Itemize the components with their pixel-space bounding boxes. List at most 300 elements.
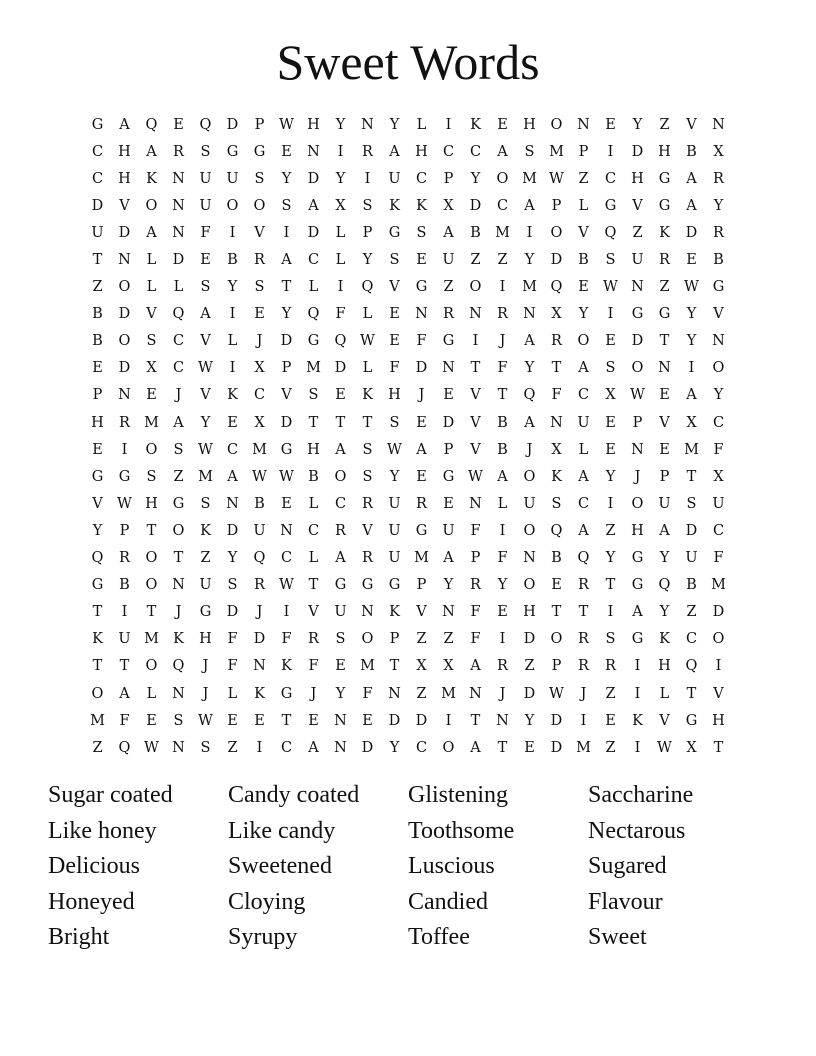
grid-letter: L (659, 685, 670, 702)
grid-letter: U (631, 252, 644, 269)
grid-letter: P (119, 522, 130, 539)
grid-letter: Y (281, 306, 292, 323)
grid-letter: R (605, 658, 616, 675)
grid-letter: L (227, 685, 238, 702)
grid-letter: O (712, 360, 725, 377)
grid-letter: V (713, 685, 724, 702)
grid-letter: T (173, 550, 184, 567)
grid-letter: C (307, 252, 320, 269)
grid-letter: E (605, 333, 616, 350)
grid-letter: A (686, 170, 697, 187)
grid-letter: C (91, 170, 104, 187)
grid-letter: R (335, 522, 346, 539)
grid-letter: I (607, 306, 614, 323)
grid-letter: T (281, 712, 292, 729)
grid-letter: C (442, 143, 455, 160)
grid-letter: L (146, 279, 157, 296)
grid-letter: D (361, 739, 374, 756)
grid-letter: D (226, 604, 239, 621)
grid-letter: S (686, 495, 697, 512)
grid-letter: G (658, 306, 671, 323)
grid-row (84, 219, 732, 246)
grid-letter: I (337, 279, 344, 296)
grid-letter: J (499, 685, 506, 702)
grid-letter: H (388, 387, 401, 404)
grid-letter: W (468, 468, 483, 485)
grid-letter: W (603, 279, 618, 296)
grid-letter: A (578, 360, 589, 377)
grid-letter: R (578, 577, 589, 594)
grid-letter: S (389, 414, 400, 431)
letter-grid (84, 111, 732, 761)
word-list-item: Syrupy (228, 924, 298, 951)
grid-letter: I (337, 143, 344, 160)
grid-letter: Y (470, 170, 481, 187)
grid-letter: O (550, 224, 563, 241)
grid-letter: D (253, 631, 266, 648)
grid-letter: S (200, 143, 211, 160)
grid-letter: A (443, 224, 454, 241)
grid-letter: J (499, 333, 506, 350)
grid-letter: E (443, 387, 454, 404)
grid-letter: K (200, 522, 211, 539)
grid-letter: C (496, 197, 509, 214)
grid-letter: A (659, 522, 670, 539)
grid-row (84, 409, 732, 436)
grid-letter: P (551, 197, 562, 214)
grid-letter: Z (524, 658, 535, 675)
grid-letter: I (499, 631, 506, 648)
grid-letter: O (118, 333, 131, 350)
grid-letter: N (523, 550, 536, 567)
grid-letter: D (415, 712, 428, 729)
grid-letter: E (605, 116, 616, 133)
grid-letter: L (578, 197, 589, 214)
grid-letter: H (658, 658, 671, 675)
grid-letter: T (470, 360, 481, 377)
grid-letter: C (685, 631, 698, 648)
grid-letter: N (469, 306, 482, 323)
grid-letter: O (361, 631, 374, 648)
grid-letter: W (198, 360, 213, 377)
grid-letter: N (442, 360, 455, 377)
grid-letter: N (388, 685, 401, 702)
grid-letter: S (200, 279, 211, 296)
grid-letter: O (442, 739, 455, 756)
grid-letter: W (279, 116, 294, 133)
grid-letter: T (659, 333, 670, 350)
grid-letter: A (146, 143, 157, 160)
grid-letter: V (389, 279, 400, 296)
grid-letter: N (280, 522, 293, 539)
grid-letter: Y (659, 604, 670, 621)
grid-letter: A (308, 197, 319, 214)
grid-letter: V (200, 387, 211, 404)
grid-letter: G (280, 441, 293, 458)
grid-letter: Y (524, 712, 535, 729)
grid-letter: E (335, 658, 346, 675)
grid-letter: H (145, 495, 158, 512)
grid-letter: S (281, 197, 292, 214)
grid-letter: I (607, 604, 614, 621)
grid-letter: G (415, 522, 428, 539)
grid-letter: E (254, 712, 265, 729)
grid-letter: A (335, 550, 346, 567)
word-list (48, 778, 768, 956)
grid-letter: G (604, 197, 617, 214)
grid-letter: T (146, 604, 157, 621)
grid-letter: Z (470, 252, 481, 269)
grid-row (84, 192, 732, 219)
grid-letter: D (118, 224, 131, 241)
grid-letter: G (280, 685, 293, 702)
grid-letter: G (361, 577, 374, 594)
grid-letter: Y (389, 468, 400, 485)
grid-letter: O (145, 441, 158, 458)
grid-letter: T (281, 279, 292, 296)
grid-letter: L (308, 495, 319, 512)
grid-letter: W (279, 468, 294, 485)
grid-letter: X (146, 360, 157, 377)
grid-letter: B (254, 495, 265, 512)
grid-letter: R (578, 658, 589, 675)
grid-letter: E (416, 252, 427, 269)
grid-letter: U (388, 495, 401, 512)
grid-letter: A (470, 658, 481, 675)
grid-letter: T (686, 685, 697, 702)
grid-letter: I (634, 658, 641, 675)
grid-letter: X (713, 468, 724, 485)
grid-row (84, 246, 732, 273)
grid-letter: M (414, 550, 429, 567)
grid-letter: D (226, 116, 239, 133)
grid-letter: C (280, 550, 293, 567)
grid-letter: Y (362, 252, 373, 269)
grid-letter: W (387, 441, 402, 458)
grid-letter: S (362, 441, 373, 458)
grid-letter: U (577, 414, 590, 431)
grid-letter: X (713, 143, 724, 160)
grid-letter: Y (713, 197, 724, 214)
grid-letter: A (227, 468, 238, 485)
grid-letter: J (310, 685, 317, 702)
grid-letter: H (712, 712, 725, 729)
grid-letter: E (254, 306, 265, 323)
word-list-item: Sugared (588, 853, 667, 880)
grid-letter: G (172, 495, 185, 512)
grid-row (84, 111, 732, 138)
grid-letter: Z (659, 116, 670, 133)
grid-letter: T (92, 252, 103, 269)
grid-letter: K (389, 197, 400, 214)
grid-letter: Z (416, 631, 427, 648)
grid-letter: T (335, 414, 346, 431)
grid-letter: F (713, 441, 724, 458)
grid-letter: Z (443, 631, 454, 648)
grid-letter: F (713, 550, 724, 567)
grid-letter: N (172, 685, 185, 702)
grid-letter: A (578, 522, 589, 539)
grid-letter: Y (497, 577, 508, 594)
grid-letter: V (470, 414, 481, 431)
grid-letter: Y (659, 550, 670, 567)
grid-letter: Q (118, 739, 131, 756)
grid-letter: I (229, 360, 236, 377)
grid-letter: E (362, 712, 373, 729)
grid-letter: J (202, 658, 209, 675)
grid-letter: D (631, 143, 644, 160)
grid-letter: T (551, 604, 562, 621)
grid-letter: T (578, 604, 589, 621)
grid-letter: C (226, 441, 239, 458)
grid-letter: R (119, 550, 130, 567)
grid-letter: N (172, 224, 185, 241)
grid-letter: Q (577, 550, 590, 567)
grid-letter: F (227, 658, 238, 675)
grid-letter: R (713, 170, 724, 187)
grid-letter: W (144, 739, 159, 756)
grid-letter: P (389, 631, 400, 648)
grid-letter: E (308, 712, 319, 729)
grid-letter: P (92, 387, 103, 404)
grid-letter: L (308, 550, 319, 567)
grid-letter: V (659, 712, 670, 729)
grid-letter: G (226, 143, 239, 160)
grid-letter: G (334, 577, 347, 594)
grid-letter: V (713, 306, 724, 323)
grid-letter: E (227, 712, 238, 729)
grid-letter: O (631, 495, 644, 512)
grid-letter: S (362, 468, 373, 485)
grid-letter: K (416, 197, 427, 214)
grid-letter: G (388, 577, 401, 594)
grid-letter: Y (335, 170, 346, 187)
grid-letter: S (335, 631, 346, 648)
grid-row (84, 707, 732, 734)
grid-letter: V (281, 387, 292, 404)
grid-letter: D (118, 360, 131, 377)
grid-row (84, 301, 732, 328)
grid-letter: E (443, 495, 454, 512)
grid-letter: Y (227, 279, 238, 296)
grid-letter: A (119, 685, 130, 702)
grid-letter: U (199, 577, 212, 594)
grid-letter: A (173, 414, 184, 431)
grid-letter: V (578, 224, 589, 241)
grid-letter: D (469, 197, 482, 214)
grid-letter: F (335, 306, 346, 323)
grid-letter: K (254, 685, 265, 702)
grid-letter: K (632, 712, 643, 729)
grid-letter: H (523, 116, 536, 133)
grid-row (84, 274, 732, 301)
grid-letter: N (334, 712, 347, 729)
grid-letter: N (415, 306, 428, 323)
grid-letter: A (578, 468, 589, 485)
grid-letter: V (200, 333, 211, 350)
grid-letter: W (549, 685, 564, 702)
grid-row (84, 572, 732, 599)
grid-letter: J (175, 604, 182, 621)
grid-letter: I (634, 685, 641, 702)
grid-letter: G (631, 306, 644, 323)
grid-letter: D (550, 252, 563, 269)
grid-letter: N (469, 495, 482, 512)
grid-letter: L (335, 252, 346, 269)
grid-letter: V (119, 197, 130, 214)
grid-letter: G (631, 550, 644, 567)
grid-letter: Y (200, 414, 211, 431)
grid-letter: I (121, 604, 128, 621)
grid-letter: Z (686, 604, 697, 621)
grid-letter: Y (686, 333, 697, 350)
grid-letter: V (416, 604, 427, 621)
grid-letter: N (361, 116, 374, 133)
grid-letter: W (117, 495, 132, 512)
grid-letter: V (146, 306, 157, 323)
word-list-item: Glistening (408, 782, 508, 808)
grid-letter: G (91, 468, 104, 485)
grid-letter: I (715, 658, 722, 675)
grid-letter: L (146, 685, 157, 702)
grid-letter: Z (605, 739, 616, 756)
grid-letter: S (605, 631, 616, 648)
grid-letter: K (551, 468, 562, 485)
grid-letter: Z (659, 279, 670, 296)
grid-letter: N (361, 604, 374, 621)
grid-row (84, 355, 732, 382)
grid-letter: H (307, 116, 320, 133)
grid-row (84, 490, 732, 517)
grid-letter: X (254, 360, 265, 377)
grid-letter: R (443, 306, 454, 323)
grid-letter: O (91, 685, 104, 702)
grid-letter: X (443, 197, 454, 214)
grid-letter: O (253, 197, 266, 214)
word-list-item: Toothsome (408, 817, 515, 844)
grid-letter: U (334, 604, 347, 621)
grid-letter: F (551, 387, 562, 404)
grid-letter: I (364, 170, 371, 187)
grid-letter: B (497, 414, 508, 431)
grid-letter: L (173, 279, 184, 296)
grid-letter: N (118, 387, 131, 404)
grid-letter: L (416, 116, 427, 133)
grid-letter: U (199, 170, 212, 187)
grid-letter: U (199, 197, 212, 214)
grid-letter: F (119, 712, 130, 729)
grid-letter: Z (92, 739, 103, 756)
grid-letter: V (470, 387, 481, 404)
grid-letter: O (523, 522, 536, 539)
grid-letter: X (254, 414, 265, 431)
grid-letter: I (229, 224, 236, 241)
grid-letter: F (227, 631, 238, 648)
grid-letter: B (308, 468, 319, 485)
grid-letter: O (145, 550, 158, 567)
grid-letter: L (578, 441, 589, 458)
grid-letter: U (388, 522, 401, 539)
grid-letter: C (577, 387, 590, 404)
grid-letter: E (335, 387, 346, 404)
word-list-item: Candied (408, 888, 488, 915)
grid-letter: S (200, 739, 211, 756)
grid-letter: Q (172, 658, 185, 675)
grid-letter: G (658, 170, 671, 187)
grid-letter: K (227, 387, 238, 404)
grid-letter: F (200, 224, 211, 241)
grid-letter: A (524, 333, 535, 350)
grid-letter: T (686, 468, 697, 485)
word-list-item: Like candy (228, 817, 336, 844)
grid-letter: B (119, 577, 130, 594)
word-list-item: Nectarous (588, 817, 686, 844)
grid-letter: G (415, 279, 428, 296)
grid-letter: R (659, 252, 670, 269)
grid-letter: A (146, 224, 157, 241)
grid-letter: M (522, 170, 537, 187)
grid-letter: A (389, 143, 400, 160)
grid-letter: S (173, 712, 184, 729)
grid-letter: W (198, 712, 213, 729)
grid-letter: I (283, 224, 290, 241)
grid-letter: I (634, 739, 641, 756)
grid-letter: A (632, 604, 643, 621)
grid-letter: D (172, 252, 185, 269)
grid-letter: Y (605, 550, 616, 567)
grid-letter: L (308, 279, 319, 296)
grid-letter: Q (307, 306, 320, 323)
grid-letter: X (443, 658, 454, 675)
grid-letter: K (92, 631, 103, 648)
grid-letter: R (713, 224, 724, 241)
grid-letter: M (441, 685, 456, 702)
grid-letter: Z (416, 685, 427, 702)
grid-letter: N (658, 360, 671, 377)
grid-letter: C (280, 739, 293, 756)
grid-letter: C (172, 333, 185, 350)
grid-letter: S (173, 441, 184, 458)
grid-letter: N (118, 252, 131, 269)
grid-letter: Z (605, 685, 616, 702)
grid-letter: M (549, 143, 564, 160)
grid-row (84, 626, 732, 653)
grid-letter: O (712, 631, 725, 648)
grid-letter: X (551, 306, 562, 323)
grid-letter: I (499, 522, 506, 539)
grid-letter: I (121, 441, 128, 458)
word-list-item: Cloying (228, 888, 306, 915)
grid-letter: L (335, 224, 346, 241)
grid-letter: P (470, 550, 481, 567)
grid-letter: C (712, 522, 725, 539)
grid-letter: E (281, 143, 292, 160)
grid-letter: E (173, 116, 184, 133)
grid-letter: Z (92, 279, 103, 296)
grid-letter: B (686, 577, 697, 594)
grid-letter: X (551, 441, 562, 458)
grid-letter: Q (550, 522, 563, 539)
grid-letter: F (389, 360, 400, 377)
grid-letter: N (631, 279, 644, 296)
grid-letter: Y (686, 306, 697, 323)
grid-letter: Q (685, 658, 698, 675)
grid-letter: T (713, 739, 724, 756)
grid-letter: D (280, 333, 293, 350)
grid-letter: R (362, 143, 373, 160)
grid-letter: C (172, 360, 185, 377)
grid-letter: G (307, 333, 320, 350)
